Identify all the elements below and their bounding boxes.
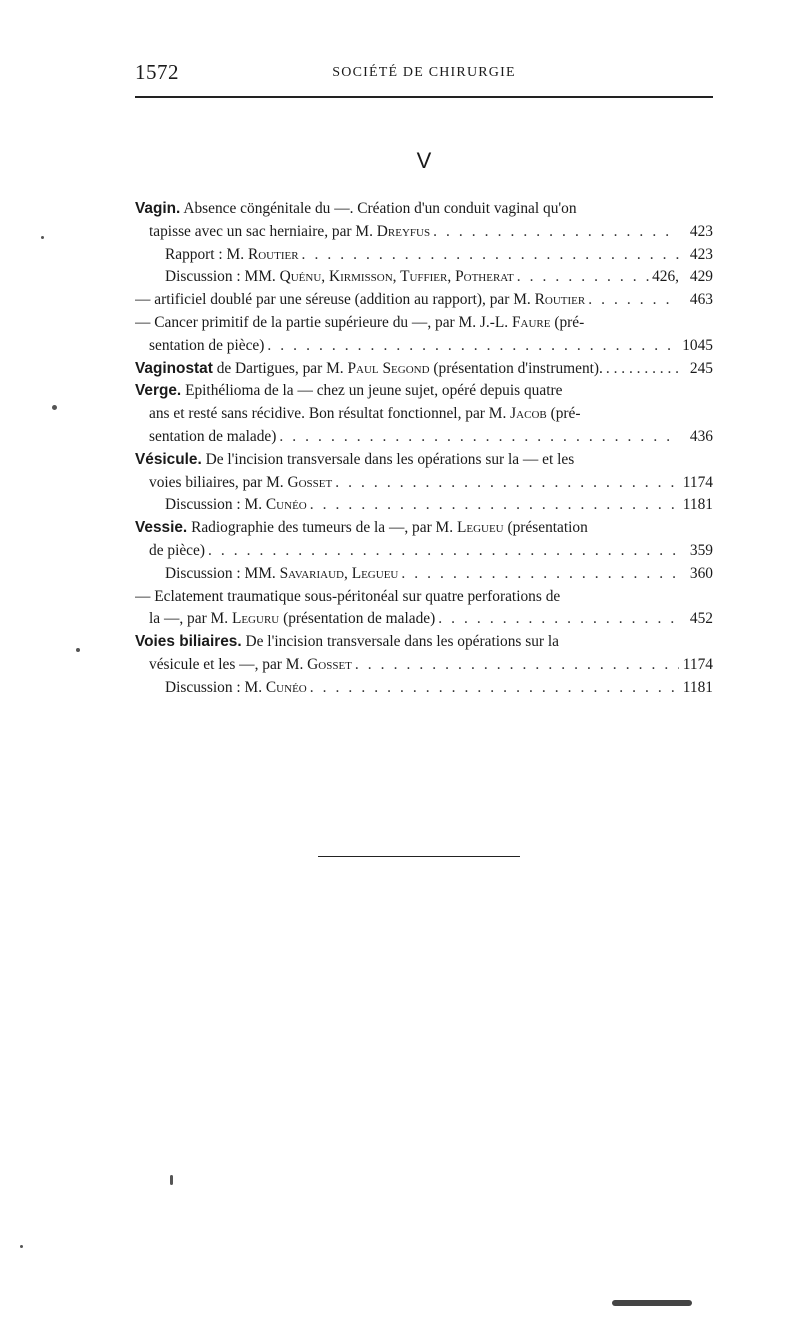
index-entries xyxy=(135,198,713,700)
entry-text: — artificiel doublé par une séreuse (addition au rapport), par M. xyxy=(135,291,531,309)
closing-rule xyxy=(318,856,520,857)
entry-text: Absence cöngénitale du —. Création d'un conduit vaginal qu'on xyxy=(183,200,577,217)
page-ref: 436 xyxy=(689,427,713,445)
entry-label: Discussion : MM. xyxy=(165,564,276,582)
page-ref: 1174 xyxy=(682,473,713,491)
page-ref: 452 xyxy=(689,610,713,628)
index-line xyxy=(135,608,713,631)
index-line xyxy=(135,244,713,267)
author-name: Gosset xyxy=(287,473,333,491)
entry-text: (pré- xyxy=(554,313,585,331)
page-ref: 429 xyxy=(689,268,713,286)
dot-leader xyxy=(352,654,679,677)
entry-text: Radiographie des tumeurs de la —, par M. xyxy=(191,519,454,537)
entry-text: sentation de malade) xyxy=(149,427,277,445)
dot-leader xyxy=(307,494,679,517)
index-line xyxy=(135,586,713,609)
author-name: Dreyfus xyxy=(376,222,431,240)
index-line xyxy=(135,449,713,472)
index-line xyxy=(135,540,713,563)
dot-leader xyxy=(307,677,679,700)
index-line xyxy=(135,380,713,403)
dot-leader xyxy=(205,540,679,563)
entry-heading: Verge. xyxy=(135,382,182,400)
entry-heading: Vessie. xyxy=(135,519,188,537)
scan-speck xyxy=(612,1300,692,1306)
page-ref: 1181 xyxy=(682,678,713,696)
index-line xyxy=(135,517,713,540)
entry-heading: Vaginostat xyxy=(135,359,213,377)
entry-label: Rapport : M. xyxy=(165,245,245,263)
scan-speck xyxy=(41,236,44,239)
entry-label: Discussion : MM. xyxy=(165,268,276,286)
index-line xyxy=(135,494,713,517)
entry-text: — Eclatement traumatique sous-péritonéal sur quatre perforations de xyxy=(135,587,561,605)
entry-text: — Cancer primitif de la partie supérieure du —, par M. J.-L. xyxy=(135,313,509,331)
page-ref: 1181 xyxy=(682,496,713,514)
dot-leader xyxy=(264,335,679,358)
entry-heading: Vésicule. xyxy=(135,450,202,468)
index-line xyxy=(135,563,713,586)
author-name: Routier xyxy=(247,245,299,263)
entry-text: tapisse avec un sac herniaire, par M. xyxy=(149,222,373,240)
dot-leader xyxy=(585,289,679,312)
index-line xyxy=(135,312,713,335)
entry-text: vésicule et les —, par M. xyxy=(149,655,304,673)
entry-text: ans et resté sans récidive. Bon résultat fonctionnel, par M. xyxy=(149,405,507,423)
page-ref: 359 xyxy=(689,541,713,559)
dot-leader xyxy=(332,472,679,495)
entry-heading: Voies biliaires. xyxy=(135,633,242,651)
entry-text: (présentation de malade) xyxy=(283,610,436,628)
dot-leader xyxy=(398,563,679,586)
dot-leader xyxy=(435,608,679,631)
index-line xyxy=(135,335,713,358)
index-line xyxy=(135,266,713,289)
entry-text: De l'incision transversale dans les opérations sur la — et les xyxy=(205,450,575,468)
author-name: Legueu xyxy=(456,519,504,537)
scan-speck xyxy=(170,1175,173,1185)
index-line xyxy=(135,358,713,381)
page-ref: 423 xyxy=(689,222,713,240)
author-name: Cunéo xyxy=(265,496,307,514)
dot-leader xyxy=(299,244,679,267)
index-line xyxy=(135,426,713,449)
page-ref: 245 xyxy=(689,359,713,377)
entry-label: Discussion : M. xyxy=(165,496,263,514)
author-names: Quénu, Kirmisson, Tuffier, Potherat xyxy=(279,268,514,286)
index-line xyxy=(135,403,713,426)
index-line xyxy=(135,631,713,654)
entry-text: De l'incision transversale dans les opérations sur la xyxy=(245,633,560,651)
scan-speck xyxy=(52,405,57,410)
header-rule xyxy=(135,96,713,98)
entry-text: (présentation d'instrument). xyxy=(433,359,603,377)
dot-leader xyxy=(276,426,679,449)
page-ref: 1174 xyxy=(682,655,713,673)
page-ref: 423 xyxy=(689,245,713,263)
scan-speck xyxy=(76,648,80,652)
author-name: Leguru xyxy=(231,610,280,628)
index-line xyxy=(135,198,713,221)
author-name: Gosset xyxy=(307,655,352,673)
dot-leader xyxy=(514,266,652,289)
entry-text: de pièce) xyxy=(149,541,205,559)
section-letter: V xyxy=(416,148,432,173)
author-name: Faure xyxy=(511,313,551,331)
entry-text: (pré- xyxy=(550,405,581,423)
entry-text: voies biliaires, par M. xyxy=(149,473,284,491)
page-header xyxy=(135,60,713,86)
index-line xyxy=(135,472,713,495)
author-name: Jacob xyxy=(510,405,547,423)
entry-text: de Dartigues, par M. xyxy=(216,359,344,377)
scan-speck xyxy=(20,1245,23,1248)
index-line xyxy=(135,654,713,677)
entry-text: la —, par M. xyxy=(149,610,229,628)
page-ref: 426, xyxy=(652,268,679,286)
entry-text: sentation de pièce) xyxy=(149,336,265,354)
entry-text: (présentation xyxy=(507,519,588,537)
page-ref: 360 xyxy=(689,564,713,582)
page-ref: 1045 xyxy=(682,336,713,354)
entry-heading: Vagin. xyxy=(135,200,181,217)
dot-leader xyxy=(430,221,679,244)
index-line xyxy=(135,289,713,312)
author-name: Routier xyxy=(534,291,586,309)
page-number: 1572 xyxy=(135,60,179,84)
author-name: Paul Segond xyxy=(347,359,430,377)
author-names: Savariaud, Legueu xyxy=(279,564,399,582)
running-head: SOCIÉTÉ DE CHIRURGIE xyxy=(332,65,516,80)
entry-label: Discussion : M. xyxy=(165,678,263,696)
entry-text: Epithélioma de la — chez un jeune sujet, opéré depuis quatre xyxy=(185,382,563,400)
author-name: Cunéo xyxy=(265,678,307,696)
page-ref: 463 xyxy=(689,291,713,309)
index-line xyxy=(135,221,713,244)
index-line xyxy=(135,677,713,700)
dot-leader xyxy=(603,358,679,381)
